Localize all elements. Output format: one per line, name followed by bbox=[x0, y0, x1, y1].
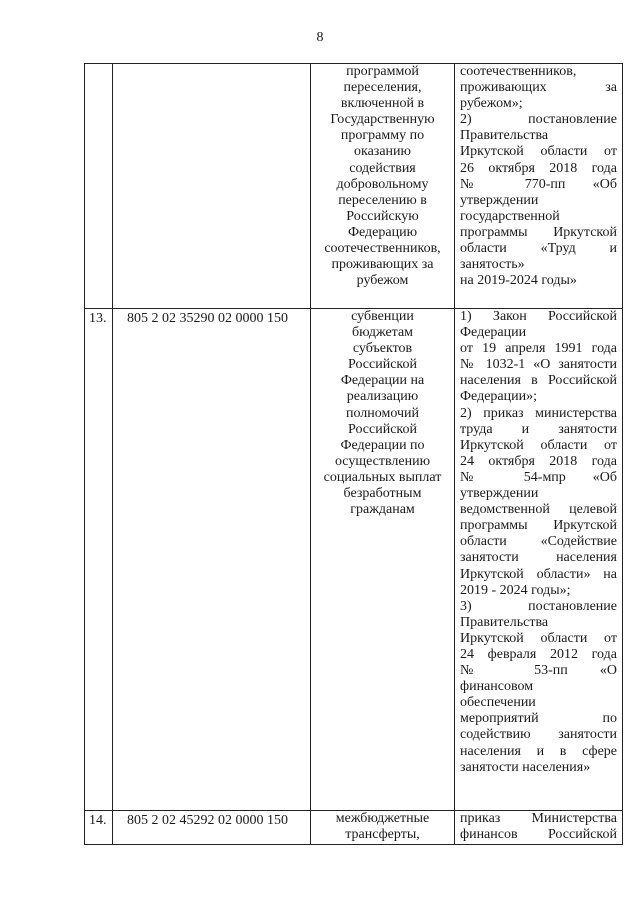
legal-basis-line: занятости населения» bbox=[460, 759, 591, 775]
revenue-name-line: Федерации на bbox=[340, 373, 425, 389]
legal-basis-cell bbox=[455, 309, 623, 811]
page-number: 8 bbox=[316, 30, 324, 45]
revenue-name-line: субвенции bbox=[351, 309, 414, 324]
budget-code-cell bbox=[113, 64, 311, 309]
revenue-name-line: добровольному bbox=[336, 176, 429, 192]
revenue-name-cell bbox=[311, 811, 455, 845]
revenue-name-line: осуществлению bbox=[334, 453, 431, 469]
revenue-name-line: включенной в bbox=[340, 96, 425, 112]
revenue-name-line: Российской bbox=[348, 421, 417, 437]
legal-basis-line: 3) постановление bbox=[460, 598, 617, 614]
revenue-name-line: программу по bbox=[340, 128, 425, 144]
legal-basis-line: Правительства bbox=[460, 614, 549, 630]
legal-basis-line: финансов Российской bbox=[460, 827, 617, 843]
row-number-cell: 13. bbox=[85, 309, 113, 811]
revenue-name-line: программой bbox=[346, 64, 419, 79]
legal-basis-line: Федерации bbox=[460, 325, 527, 341]
revenue-name-line: Федерацию bbox=[347, 224, 418, 240]
legal-basis-line: от 19 апреля 1991 года bbox=[460, 341, 617, 357]
legal-basis-line: № 1032-1 «О занятости bbox=[460, 357, 617, 373]
table-row bbox=[85, 64, 623, 309]
legal-basis-line: 2019 - 2024 годы»; bbox=[460, 582, 571, 598]
revenue-name-cell bbox=[311, 309, 455, 811]
revenue-name-line: переселению в bbox=[338, 192, 427, 208]
legal-basis-line: на 2019-2024 годы» bbox=[460, 273, 577, 289]
legal-basis-line: Иркутской области от bbox=[460, 630, 617, 646]
legal-basis-line: проживающих за bbox=[460, 80, 617, 96]
legal-basis-cell bbox=[455, 64, 623, 309]
revenue-name-line: содействия bbox=[349, 160, 416, 176]
legal-basis-line: занятость» bbox=[460, 257, 525, 273]
legal-basis-line: населения и в сфере bbox=[460, 743, 617, 759]
legal-basis-line: труда и занятости bbox=[460, 421, 617, 437]
legal-basis-line: 2) постановление bbox=[460, 112, 617, 128]
legal-basis-line: 24 октября 2018 года bbox=[460, 453, 617, 469]
budget-code-cell: 805 2 02 35290 02 0000 150 bbox=[113, 309, 311, 811]
legal-basis-line: населения в Российской bbox=[460, 373, 617, 389]
legal-basis-line: № 770-пп «Об bbox=[460, 176, 617, 192]
revenue-name-line: гражданам bbox=[350, 502, 415, 518]
legal-basis-line: рубежом»; bbox=[460, 96, 523, 112]
revenue-name-line: соотечественников, bbox=[324, 241, 441, 257]
revenue-name-line: реализацию bbox=[346, 389, 419, 405]
legal-basis-line: Правительства bbox=[460, 128, 549, 144]
revenue-name-line: проживающих за bbox=[331, 257, 434, 273]
legal-basis-line: финансовом bbox=[460, 679, 534, 695]
legal-basis-line: 1) Закон Российской bbox=[460, 309, 617, 324]
legal-basis-line: Иркутской области от bbox=[460, 437, 617, 453]
legal-basis-line: программы Иркутской bbox=[460, 518, 617, 534]
budget-revenue-table bbox=[84, 63, 623, 845]
revenue-name-line: полномочий bbox=[345, 405, 420, 421]
revenue-name-cell bbox=[311, 64, 455, 309]
legal-basis-line: 2) приказ министерства bbox=[460, 405, 617, 421]
revenue-name-line: трансферты, bbox=[345, 827, 420, 843]
table-row bbox=[85, 309, 623, 811]
legal-basis-line: Иркутской области от bbox=[460, 144, 617, 160]
legal-basis-line: 26 октября 2018 года bbox=[460, 160, 617, 176]
legal-basis-line: приказ Министерства bbox=[460, 811, 617, 826]
row-number-cell bbox=[85, 64, 113, 309]
legal-basis-line: занятости населения bbox=[460, 550, 617, 566]
revenue-name-line: переселения, bbox=[343, 80, 422, 96]
row-number-cell: 14. bbox=[85, 811, 113, 845]
legal-basis-line: № 53-пп «О bbox=[460, 663, 617, 679]
revenue-name-line: оказанию bbox=[354, 144, 411, 160]
legal-basis-line: № 54-мпр «Об bbox=[460, 469, 617, 485]
revenue-name-line: рубежом bbox=[356, 273, 409, 289]
budget-code-cell: 805 2 02 45292 02 0000 150 bbox=[113, 811, 311, 845]
legal-basis-line: содействию занятости bbox=[460, 727, 617, 743]
legal-basis-line: мероприятий по bbox=[460, 711, 617, 727]
legal-basis-line: области «Содействие bbox=[460, 534, 617, 550]
revenue-name-line: социальных выплат bbox=[323, 469, 442, 485]
revenue-name-line: бюджетам bbox=[351, 325, 414, 341]
legal-basis-line: обеспечении bbox=[460, 695, 536, 711]
revenue-name-line: Федерации по bbox=[340, 437, 425, 453]
legal-basis-line: утверждении bbox=[460, 192, 539, 208]
revenue-name-line: Российскую bbox=[346, 208, 419, 224]
revenue-name-line: субъектов bbox=[352, 341, 413, 357]
legal-basis-line: утверждении bbox=[460, 486, 539, 502]
legal-basis-line: соотечественников, bbox=[460, 64, 577, 79]
revenue-name-line: Российской bbox=[348, 357, 417, 373]
legal-basis-line: ведомственной целевой bbox=[460, 502, 617, 518]
legal-basis-line: программы Иркутской bbox=[460, 224, 617, 240]
revenue-name-line: межбюджетные bbox=[335, 811, 430, 826]
table-row bbox=[85, 811, 623, 845]
legal-basis-line: области «Труд и bbox=[460, 241, 617, 257]
legal-basis-line: Иркутской области» на bbox=[460, 566, 617, 582]
revenue-name-line: безработным bbox=[343, 486, 422, 502]
legal-basis-cell bbox=[455, 811, 623, 845]
revenue-name-line: Государственную bbox=[330, 112, 435, 128]
legal-basis-line: Федерации»; bbox=[460, 389, 538, 405]
legal-basis-line: государственной bbox=[460, 208, 560, 224]
legal-basis-line: 24 февраля 2012 года bbox=[460, 646, 617, 662]
